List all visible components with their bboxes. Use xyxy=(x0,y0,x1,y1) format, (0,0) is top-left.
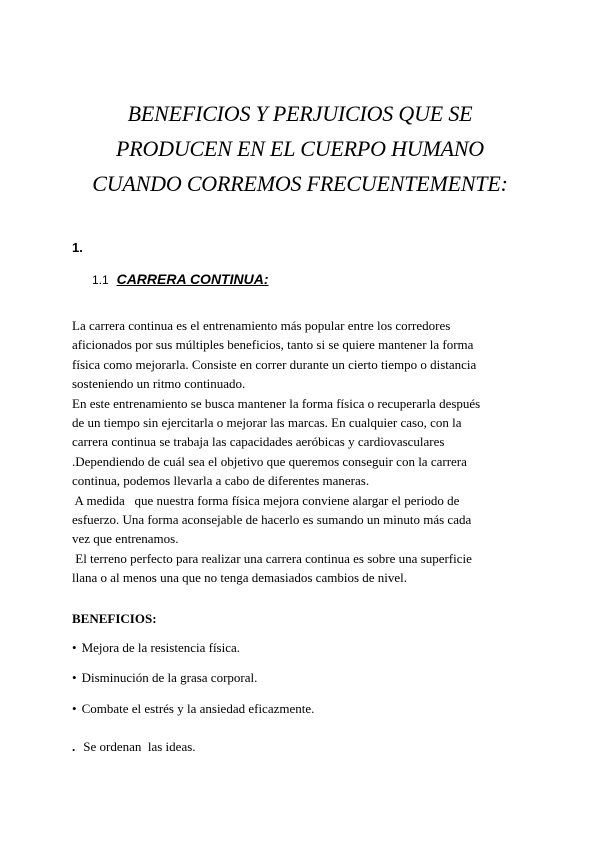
benefit-item xyxy=(72,670,257,686)
benefit-item xyxy=(72,640,240,656)
benefit-item xyxy=(72,701,314,717)
benefit-item xyxy=(72,739,196,755)
benefit-text: Mejora de la resistencia física. xyxy=(81,640,241,655)
body-line: La carrera continua es el entrenamiento más popular entre los corredores xyxy=(72,318,451,333)
body-line: vez que entrenamos. xyxy=(72,531,179,547)
body-paragraph xyxy=(72,316,532,588)
bullet-icon: • xyxy=(72,640,77,655)
bullet-icon: • xyxy=(72,701,77,716)
bullet-icon: . xyxy=(72,739,76,754)
body-line: El terreno perfecto para realizar una carrera continua es sobre una superficie xyxy=(72,550,472,566)
body-line: física como mejorarla. Consiste en correr durante un cierto tiempo o distancia xyxy=(72,356,477,372)
body-line: aficionados por sus múltiples beneficios, tanto si se quiere mantener la forma xyxy=(72,337,474,353)
body-line: A medida que nuestra forma física mejora conviene alargar el periodo de xyxy=(72,492,460,508)
benefits-heading: BENEFICIOS: xyxy=(72,611,157,626)
body-line: esfuerzo. Una forma aconsejable de hacerlo es sumando un minuto más cada xyxy=(72,512,472,528)
title-line: CUANDO CORREMOS FRECUENTEMENTE: xyxy=(92,171,508,196)
document-title xyxy=(40,96,560,201)
body-line: En este entrenamiento se busca mantener la forma física o recuperarla después xyxy=(72,395,481,411)
subsection-title: CARRERA CONTINUA: xyxy=(116,271,269,287)
body-line: sosteniendo un ritmo continuado. xyxy=(72,376,246,392)
body-line: de un tiempo sin ejercitarla o mejorar las marcas. En cualquier caso, con la xyxy=(72,415,462,431)
benefit-text: Disminución de la grasa corporal. xyxy=(81,670,258,685)
title-line: PRODUCEN EN EL CUERPO HUMANO xyxy=(116,136,484,161)
benefit-text: Se ordenan las ideas. xyxy=(83,739,196,754)
body-line: .Dependiendo de cuál sea el objetivo que queremos conseguir con la carrera xyxy=(72,453,467,469)
subsection-number: 1.1 xyxy=(92,273,109,287)
benefit-text: Combate el estrés y la ansiedad eficazmente. xyxy=(81,701,315,716)
body-line: carrera continua se trabaja las capacidades aeróbicas y cardiovasculares xyxy=(72,434,445,450)
body-line: llana o al menos una que no tenga demasiados cambios de nivel. xyxy=(72,570,408,586)
section-number: 1. xyxy=(72,240,83,255)
subsection-heading xyxy=(92,271,269,287)
body-line: continua, podemos llevarla a cabo de diferentes maneras. xyxy=(72,473,370,489)
bullet-icon: • xyxy=(72,670,77,685)
title-line: BENEFICIOS Y PERJUICIOS QUE SE xyxy=(127,101,473,126)
